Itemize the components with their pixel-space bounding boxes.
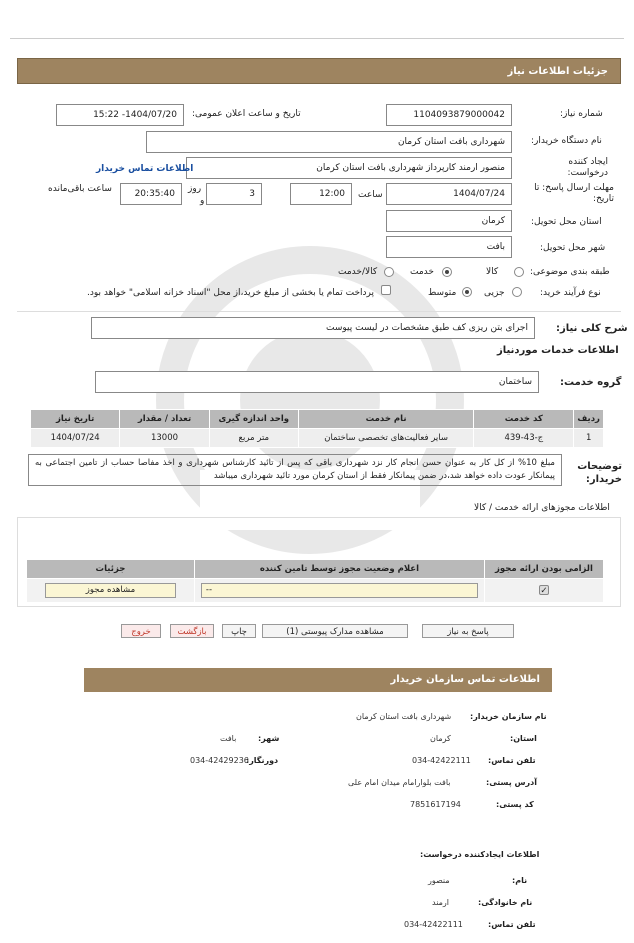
- creator-phone-label: تلفن تماس:: [488, 920, 536, 929]
- back-button[interactable]: بازگشت: [170, 624, 214, 638]
- buyer-notes-label: توضیحات خریدار:: [577, 461, 622, 485]
- services-heading: اطلاعات خدمات موردنیاز: [497, 345, 619, 356]
- permits-col-details: جزئیات: [27, 560, 195, 579]
- table-row: [27, 579, 604, 603]
- permit-required-checkbox[interactable]: ✓: [540, 586, 548, 596]
- contact-province-label: استان:: [510, 734, 537, 743]
- process-radio-minor[interactable]: [512, 287, 522, 297]
- remaining-field: 20:35:40: [120, 183, 182, 205]
- page-title-bar: [17, 58, 621, 84]
- cell-code: ج-43-439: [474, 429, 574, 448]
- contact-province: کرمان: [430, 734, 451, 743]
- creator-phone: 034-42422111: [404, 920, 463, 929]
- print-button[interactable]: چاپ: [222, 624, 256, 638]
- announce-label: تاریخ و ساعت اعلان عمومی:: [192, 109, 301, 119]
- category-option-goods: کالا: [486, 267, 499, 277]
- contact-org: شهرداری بافت استان کرمان: [356, 712, 452, 721]
- col-date: تاریخ نیاز: [31, 410, 120, 429]
- category-option-service: خدمت: [410, 267, 434, 277]
- category-option-both: کالا/خدمت: [338, 267, 378, 277]
- buyer-org-field: شهرداری بافت استان کرمان: [146, 131, 512, 153]
- payment-note: پرداخت تمام یا بخشی از مبلغ خرید،از محل "اسناد خزانه اسلامی" خواهد بود.: [86, 288, 374, 298]
- process-option-medium: متوسط: [428, 288, 457, 298]
- deadline-label: مهلت ارسال پاسخ: تا تاریخ:: [534, 183, 614, 204]
- permits-table: [26, 559, 604, 603]
- permits-details-cell: [27, 579, 195, 603]
- remaining-label: ساعت باقی‌مانده: [48, 184, 112, 194]
- deadline-date-field: 1404/07/24: [386, 183, 512, 205]
- view-attachments-button[interactable]: مشاهده مدارک پیوستی (1): [262, 624, 408, 638]
- permits-status-cell: [194, 579, 484, 603]
- cell-unit: متر مربع: [209, 429, 298, 448]
- contact-city-label: شهر:: [258, 734, 280, 743]
- contact-fax-label: دورنگار:: [246, 756, 279, 765]
- page-title: جزئیات اطلاعات نیاز: [507, 66, 608, 77]
- need-number-label: شماره نیاز:: [560, 109, 603, 119]
- col-name: نام خدمت: [298, 410, 473, 429]
- creator-field: منصور ارمند کارپرداز شهرداری بافت استان کرمان: [186, 157, 512, 179]
- service-group-label: گروه خدمت:: [560, 377, 622, 388]
- contact-heading-bar: [84, 668, 552, 692]
- treasury-payment-checkbox[interactable]: [381, 285, 391, 295]
- province-field: کرمان: [386, 210, 512, 232]
- category-radio-service[interactable]: [442, 267, 452, 277]
- col-qty: تعداد / مقدار: [120, 410, 209, 429]
- process-option-minor: جزیی: [484, 288, 505, 298]
- contact-address: بافت بلوارامام میدان امام علی: [348, 778, 451, 787]
- city-label: شهر محل تحویل:: [540, 243, 606, 253]
- cell-qty: 13000: [120, 429, 209, 448]
- summary-label: شرح کلی نیاز:: [556, 323, 628, 334]
- contact-phone: 034-42422111: [412, 756, 471, 765]
- buyer-notes-field: مبلغ 10% از کل کار به عنوان حسن انجام کار نزد شهرداری باقی که پس از تائید کارشناس شهرداری و اخذ مفاصا حساب از تامین اجتماعی به پیمانکار عودت داده خواهد شد،در ضمن پیمانکار فقط از استان کرمان مورد تائید شهرداری میباشد: [28, 454, 562, 486]
- cell-date: 1404/07/24: [31, 429, 120, 448]
- creator-family-label: نام خانوادگی:: [478, 898, 533, 907]
- creator-name: منصور: [428, 876, 450, 885]
- city-field: بافت: [386, 236, 512, 258]
- col-code: کد خدمت: [474, 410, 574, 429]
- permits-table-header: [27, 560, 604, 579]
- permits-col-required: الزامی بودن ارائه مجوز: [484, 560, 603, 579]
- contact-fax: 034-42429236: [190, 756, 249, 765]
- creator-family: ارمند: [432, 898, 449, 907]
- creator-name-label: نام:: [512, 876, 528, 885]
- contact-org-label: نام سازمان خریدار:: [470, 712, 547, 721]
- service-group-field: ساختمان: [95, 371, 539, 393]
- table-row: [31, 429, 604, 448]
- col-row: ردیف: [574, 410, 604, 429]
- contact-phone-label: تلفن تماس:: [488, 756, 536, 765]
- need-number-field: 1104093879000042: [386, 104, 512, 126]
- items-table-header: [31, 410, 604, 429]
- days-label: روز: [188, 184, 202, 194]
- cell-row: 1: [574, 429, 604, 448]
- contact-city: بافت: [220, 734, 237, 743]
- exit-button[interactable]: خروج: [121, 624, 161, 638]
- deadline-time-field: 12:00: [290, 183, 352, 205]
- buyer-org-label: نام دستگاه خریدار:: [531, 136, 602, 146]
- cell-name: سایر فعالیت‌های تخصصی ساختمان: [298, 429, 473, 448]
- permits-heading: اطلاعات مجوزهای ارائه خدمت / کالا: [474, 503, 610, 513]
- and-label: و: [200, 196, 205, 206]
- announce-field: 1404/07/20- 15:22: [56, 104, 184, 126]
- contact-address-label: آدرس پستی:: [486, 778, 537, 787]
- top-divider: [10, 38, 624, 39]
- creator-heading: اطلاعات ایجادکننده درخواست:: [420, 850, 540, 859]
- reply-button[interactable]: پاسخ به نیاز: [422, 624, 514, 638]
- deadline-time-label: ساعت: [358, 190, 383, 200]
- province-label: استان محل تحویل:: [531, 217, 602, 227]
- contact-postal-label: کد پستی:: [496, 800, 534, 809]
- summary-field: اجرای بتن ریزی کف طبق مشخصات در لیست پیوست: [91, 317, 535, 339]
- process-label: نوع فرآیند خرید:: [540, 288, 601, 298]
- permit-status-field[interactable]: --: [201, 583, 478, 598]
- days-field: 3: [206, 183, 262, 205]
- permits-col-status: اعلام وضعیت مجوز توسط تامین کننده: [194, 560, 484, 579]
- items-table: [30, 409, 604, 448]
- col-unit: واحد اندازه گیری: [209, 410, 298, 429]
- contact-heading: اطلاعات تماس سازمان خریدار: [390, 674, 540, 685]
- category-label: طبقه بندی موضوعی:: [530, 267, 610, 277]
- creator-label: ایجاد کننده درخواست:: [567, 157, 608, 178]
- permits-required-cell: [484, 579, 603, 603]
- category-radio-both[interactable]: [384, 267, 394, 277]
- process-radio-medium[interactable]: [462, 287, 472, 297]
- contact-postal: 7851617194: [410, 800, 461, 809]
- buyer-contact-link[interactable]: اطلاعات تماس خریدار: [96, 164, 194, 174]
- view-permit-button[interactable]: مشاهده مجوز: [45, 583, 176, 598]
- category-radio-goods[interactable]: [514, 267, 524, 277]
